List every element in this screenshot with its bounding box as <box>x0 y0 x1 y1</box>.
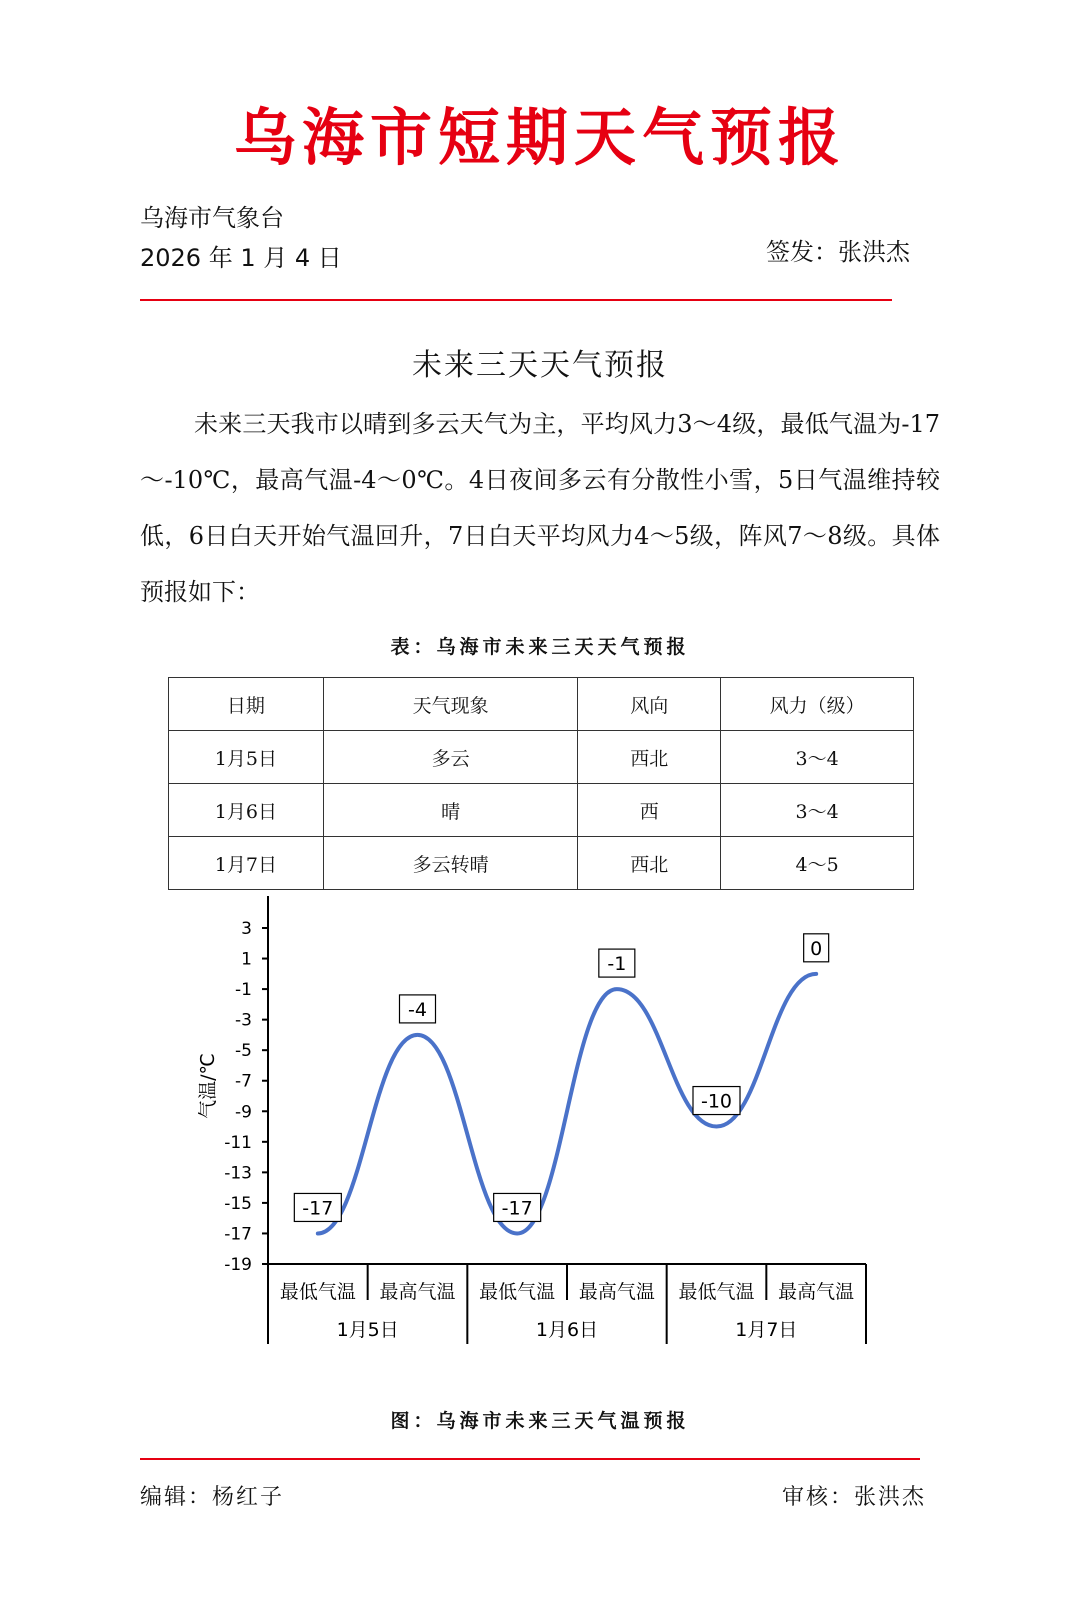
table-cell: 1月7日 <box>169 837 324 890</box>
table-cell: 西北 <box>578 837 721 890</box>
editor: 编辑：杨红子 <box>140 1485 285 1510</box>
y-tick-label: 3 <box>241 919 252 939</box>
data-label: 0 <box>810 937 823 960</box>
footer-divider <box>140 1458 920 1460</box>
table-cell: 3～4 <box>721 784 914 837</box>
table-header-row <box>169 678 914 731</box>
header-cell: 风向 <box>578 678 721 731</box>
temperature-chart <box>0 880 1080 1360</box>
y-tick-label: -1 <box>235 980 252 1001</box>
table-cell: 1月6日 <box>169 784 324 837</box>
data-label: -17 <box>501 1197 533 1220</box>
header-cell: 天气现象 <box>323 678 578 731</box>
data-label: -4 <box>408 998 427 1021</box>
issue-date: 2026 年 1 月 4 日 <box>140 244 342 272</box>
y-tick-label: -7 <box>235 1071 252 1092</box>
issuing-organization: 乌海市气象台 <box>140 204 284 232</box>
y-tick-label: -9 <box>235 1102 252 1123</box>
x-tick-label: 最高气温 <box>379 1281 456 1303</box>
section-title: 未来三天天气预报 <box>412 348 668 383</box>
x-tick-label: 最低气温 <box>479 1281 556 1303</box>
header-cell: 日期 <box>169 678 324 731</box>
y-tick-label: 1 <box>241 949 252 970</box>
y-tick-label: -3 <box>235 1010 252 1031</box>
forecast-paragraph: 未来三天我市以晴到多云天气为主，平均风力3～4级，最低气温为-17～-10℃，最高气温-4～0℃。4日夜间多云有分散性小雪，5日气温维持较低，6日白天开始气温回升，7日白天平均风力4～5级，阵风7～8级。具体预报如下： <box>140 410 940 606</box>
y-tick-label: -13 <box>224 1163 252 1184</box>
signer: 签发：张洪杰 <box>766 238 910 266</box>
page-title: 乌海市短期天气预报 <box>233 101 846 174</box>
table-cell: 西 <box>578 784 721 837</box>
table-cell: 多云 <box>323 731 578 784</box>
data-label: -1 <box>607 953 627 976</box>
x-tick-label: 最低气温 <box>279 1281 356 1303</box>
y-tick-label: -5 <box>235 1041 252 1062</box>
table-caption: 表：乌海市未来三天天气预报 <box>390 636 690 658</box>
reviewer: 审核：张洪杰 <box>781 1485 926 1510</box>
x-tick-label: 最高气温 <box>778 1281 855 1303</box>
data-label: -10 <box>700 1090 733 1113</box>
y-tick-label: -19 <box>224 1255 252 1275</box>
x-tick-label: 最高气温 <box>578 1281 655 1303</box>
table-cell: 1月5日 <box>169 731 324 784</box>
x-group-label: 1月7日 <box>735 1319 798 1341</box>
x-group-label: 1月6日 <box>535 1319 599 1341</box>
series-line <box>318 974 816 1234</box>
figure-caption: 图：乌海市未来三天气温预报 <box>390 1410 690 1432</box>
y-tick-label: -11 <box>224 1132 252 1153</box>
table-cell: 4～5 <box>721 837 914 890</box>
table-cell: 晴 <box>323 784 578 837</box>
y-axis-label: 气温/℃ <box>197 1053 219 1119</box>
forecast-table <box>168 677 914 890</box>
table-cell: 西北 <box>578 731 721 784</box>
header-divider <box>140 299 892 301</box>
table-row <box>169 784 914 837</box>
x-tick-label: 最低气温 <box>678 1281 755 1303</box>
table-cell: 多云转晴 <box>323 837 578 890</box>
x-group-label: 1月5日 <box>336 1319 399 1341</box>
table-row <box>169 731 914 784</box>
y-tick-label: -17 <box>224 1224 252 1245</box>
data-label: -17 <box>302 1197 334 1220</box>
y-tick-label: -15 <box>224 1193 252 1214</box>
table-cell: 3～4 <box>721 731 914 784</box>
header-cell: 风力（级） <box>721 678 914 731</box>
